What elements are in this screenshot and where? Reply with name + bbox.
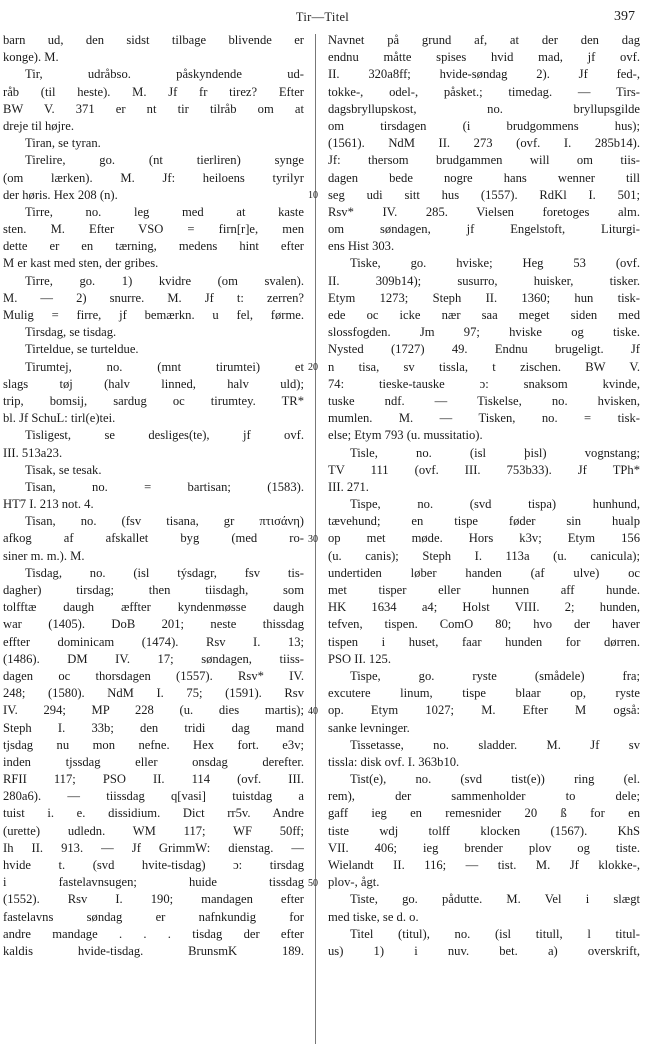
text-line: konge). M. [3, 50, 59, 65]
text-line: Mulig = firre, jf bemærkn. u fel, førme. [3, 308, 304, 322]
text-line: Tisle, no. (isl þisl) vognstang; [350, 445, 640, 460]
text-line: Tirre, no. leg med at kaste [25, 204, 304, 219]
text-line: afkog af afskallet byg (med ro- [3, 531, 304, 546]
text-line: tispen i huset, faar hunden for dørren. [328, 634, 640, 649]
text-line: dagen oc thorsdagen (1557). Rsv* IV. [3, 668, 304, 683]
text-line: III. 271. [328, 479, 369, 494]
text-line: Tispe, go. ryste (smådele) fra; [350, 668, 640, 683]
text-line: trip, bomsij, sardug oc tirumtey. TR* [3, 393, 304, 408]
text-line: dreje til højre. [3, 118, 74, 133]
text-line: Tirumtej, no. (mnt tirumtei) et [25, 359, 304, 374]
line-number-marker: 40 [308, 705, 318, 717]
text-line: Steph I. 33b; den tridi dag mand [3, 720, 304, 735]
text-line: Tir, udråbso. påskyndende ud- [25, 67, 304, 82]
text-line: (1552). Rsv I. 190; mandagen efter [3, 892, 304, 907]
text-line: op met møde. Hors k3v; Etym 156 [328, 531, 640, 546]
text-line: plov-, ågt. [328, 875, 380, 890]
text-line: Tiran, se tyran. [25, 136, 101, 151]
text-line: mumlen. M. — Tisken, no. = tisk- [328, 411, 640, 426]
text-line: ede oc icke nær saa meget siden med [328, 308, 640, 322]
text-line: M er kast med sten, der gribes. [3, 256, 159, 271]
text-line: tiste wdj tolff klocken (1567). KhS [328, 823, 640, 838]
text-line: sten. M. Efter VSO = firn[r]e, men [3, 222, 304, 237]
page-header [0, 9, 645, 29]
text-line: effter dominicam (1474). Rsv I. 13; [3, 634, 304, 649]
text-line: met tisper eller hunnen aff hunde. [328, 583, 640, 597]
text-line: rem), der sammenholder to dele; [328, 789, 640, 804]
text-line: tævehund; en tispe føder sin hualp [328, 514, 640, 529]
text-line: Tisak, se tesak. [25, 462, 102, 477]
text-line: fastelavns søndag er nafnkundig for [3, 909, 304, 924]
text-line: inden tjssdag eller onsdag derefter. [3, 754, 304, 769]
text-line: råb (til heste). M. Jf fr tirez? Efter [3, 84, 304, 99]
text-line: Tisligest, se desliges(te), jf ovf. [25, 428, 304, 443]
text-line: IV. 294; MP 228 (u. dies martis); [3, 703, 304, 718]
text-line: Tist(e), no. (svd tist(e)) ring (el. [350, 772, 640, 787]
text-line: Tirelire, go. (nt tierliren) synge [25, 153, 304, 168]
text-line: n tisa, sv tissla, t zischen. BW V. [328, 359, 640, 374]
text-line: III. 513a23. [3, 445, 63, 460]
text-line: dette er en tærning, medens hint efter [3, 239, 304, 254]
text-line: endnu måtte spises hvid mad, jf ovf. [328, 50, 640, 65]
text-line: else; Etym 793 (u. mussitatio). [328, 428, 483, 443]
line-number-marker: 20 [308, 361, 318, 373]
text-line: excutere linum, tispe blaar op, ryste [328, 686, 640, 701]
text-line: Tirteldue, se turteldue. [25, 342, 139, 357]
text-line: Tirre, go. 1) kvidre (om svalen). [25, 273, 304, 288]
text-line: us) 1) i nuv. bet. a) overskrift, [328, 943, 640, 958]
text-line: Tiste, go. pådutte. M. Vel i slægt [350, 892, 640, 907]
text-line: 280a6). — tiissdag q[vasi] tuistdag a [3, 789, 304, 804]
text-line: Tispe, no. (svd tispa) hunhund, [350, 497, 640, 512]
text-line: med tiske, se d. o. [328, 909, 419, 924]
text-line: Tirsdag, se tisdag. [25, 325, 117, 340]
text-line: Ih II. 913. — Jf GrimmW: dienstag. — [3, 840, 304, 855]
text-line: (urette) udledn. WM 117; WF 50ff; [3, 823, 304, 838]
left-column [3, 32, 304, 960]
text-line: BW V. 371 er nt tir tilråb om at [3, 101, 304, 116]
text-line: PSO II. 125. [328, 651, 391, 666]
text-line: tuist i. e. dissidium. Dict rr5v. Andre [3, 806, 304, 821]
text-line: tissla: disk ovf. I. 363b10. [328, 754, 460, 769]
text-line: sanke levninger. [328, 720, 410, 735]
text-line: Tisan, no. = bartisan; (1583). [25, 479, 304, 494]
text-line: Etym 1273; Steph II. 1360; hun tisk- [328, 290, 640, 305]
text-line: dagen bede nogre hans wenner till [328, 170, 640, 185]
text-line: tjsdag nu mon nefne. Hex fort. e3v; [3, 737, 304, 752]
line-number-marker: 10 [308, 189, 318, 201]
text-line: Tissetasse, no. sladder. M. Jf sv [350, 737, 640, 752]
text-line: (om lærken). M. Jf: heiloens tyrilyr [3, 170, 304, 185]
text-line: Jf: thersom brudgammen will om tiis- [328, 153, 640, 168]
right-column [328, 32, 640, 960]
text-line: Tiske, go. hviske; Heg 53 (ovf. [350, 256, 640, 271]
text-line: hvide t. (svd hvite-tisdag) ɔ: tirsdag [3, 858, 304, 872]
text-line: Wielandt II. 116; — tist. M. Jf klokke-, [328, 858, 640, 872]
text-line: gaff ieg en remesnider 20 ß for en [328, 806, 640, 821]
page-number: 397 [614, 9, 635, 24]
text-line: seg udi sitt hus (1557). RdKl I. 501; [328, 187, 640, 202]
text-line: Navnet på grund af, at der den dag [328, 33, 640, 47]
text-line: dagsbryllupskost, no. bryllupsgilde [328, 101, 640, 116]
text-line: ens Hist 303. [328, 239, 395, 254]
text-line: undertiden løber handen (af ulve) oc [328, 565, 640, 580]
text-line: II. 309b14); susurro, huisker, tisker. [328, 273, 640, 288]
text-line: TV 111 (ovf. III. 753b33). Jf TPh* [328, 462, 640, 477]
text-line: tuske ndf. — Tiskelse, no. hvisken, [328, 393, 640, 408]
text-line: RFII 117; PSO II. 114 (ovf. III. [3, 772, 304, 787]
text-line: (1486). DM IV. 17; søndagen, tiiss- [3, 651, 304, 666]
text-line: (u. canis); Steph I. 113a (u. canicula); [328, 548, 640, 563]
text-line: 74: tieske-tauske ɔ: snaksom kvinde, [328, 376, 640, 391]
text-line: slossfogden. Jm 97; hviske og tiske. [328, 325, 640, 340]
text-line: tefven, tispen. ComO 80; hvo der haver [328, 617, 640, 632]
text-line: om tirsdagen (i brudgommens hus); [328, 118, 640, 133]
line-number-marker: 30 [308, 533, 318, 545]
text-line: 248; (1580). NdM I. 75; (1591). Rsv [3, 686, 304, 701]
text-line: Tisdag, no. (isl týsdagr, fsv tis- [25, 565, 304, 580]
text-line: barn ud, den sidst tilbage blivende er [3, 33, 304, 47]
text-line: kaldis hvide-tisdag. BrunsmK 189. [3, 943, 304, 958]
text-line: HT7 I. 213 not. 4. [3, 497, 94, 512]
text-line: andre mandage . . . tisdag der efter [3, 926, 304, 941]
text-line: II. 320a8ff; hvide-søndag 2). Jf fed-, [328, 67, 640, 82]
text-line: M. — 2) snurre. M. Jf t: zerren? [3, 290, 304, 305]
text-line: VII. 406; ieg brender plov og tiste. [328, 840, 640, 855]
text-line: bl. Jf SchuL: tirl(e)tei. [3, 411, 116, 426]
running-head: Tir—Titel [295, 10, 350, 24]
text-line: der høris. Hex 208 (n). [3, 187, 118, 202]
text-line: Titel (titul), no. (isl titull, l titul- [350, 926, 640, 941]
text-line: Tisan, no. (fsv tisana, gr πτισάνη) [25, 514, 304, 529]
text-line: dagher) tirsdag; then tiisdagh, som [3, 583, 304, 597]
text-line: (1561). NdM II. 273 (ovf. I. 285b14). [328, 136, 640, 151]
text-line: tokke-, odel-, påsket.; timedag. — Tirs- [328, 84, 640, 99]
text-line: i fastelavnsugen; huide tissdag [3, 875, 304, 890]
text-line: om søndagen, jf Engelstoft, Liturgi- [328, 222, 640, 237]
text-line: slags tøj (halv linned, halv uld); [3, 376, 304, 391]
text-line: war (1405). DoB 201; neste thissdag [3, 617, 304, 632]
text-line: tolfftæ daugh æffter kyndenmøsse daugh [3, 600, 304, 615]
line-number-marker: 50 [308, 877, 318, 889]
text-line: Nysted (1727) 49. Endnu brugeligt. Jf [328, 342, 640, 357]
text-line: op. Etym 1027; M. Efter M også: [328, 703, 640, 718]
text-line: siner m. m.). M. [3, 548, 85, 563]
text-line: Rsv* IV. 285. Vielsen foretoges alm. [328, 204, 640, 219]
text-line: HK 1634 a4; Holst VIII. 2; hunden, [328, 600, 640, 615]
